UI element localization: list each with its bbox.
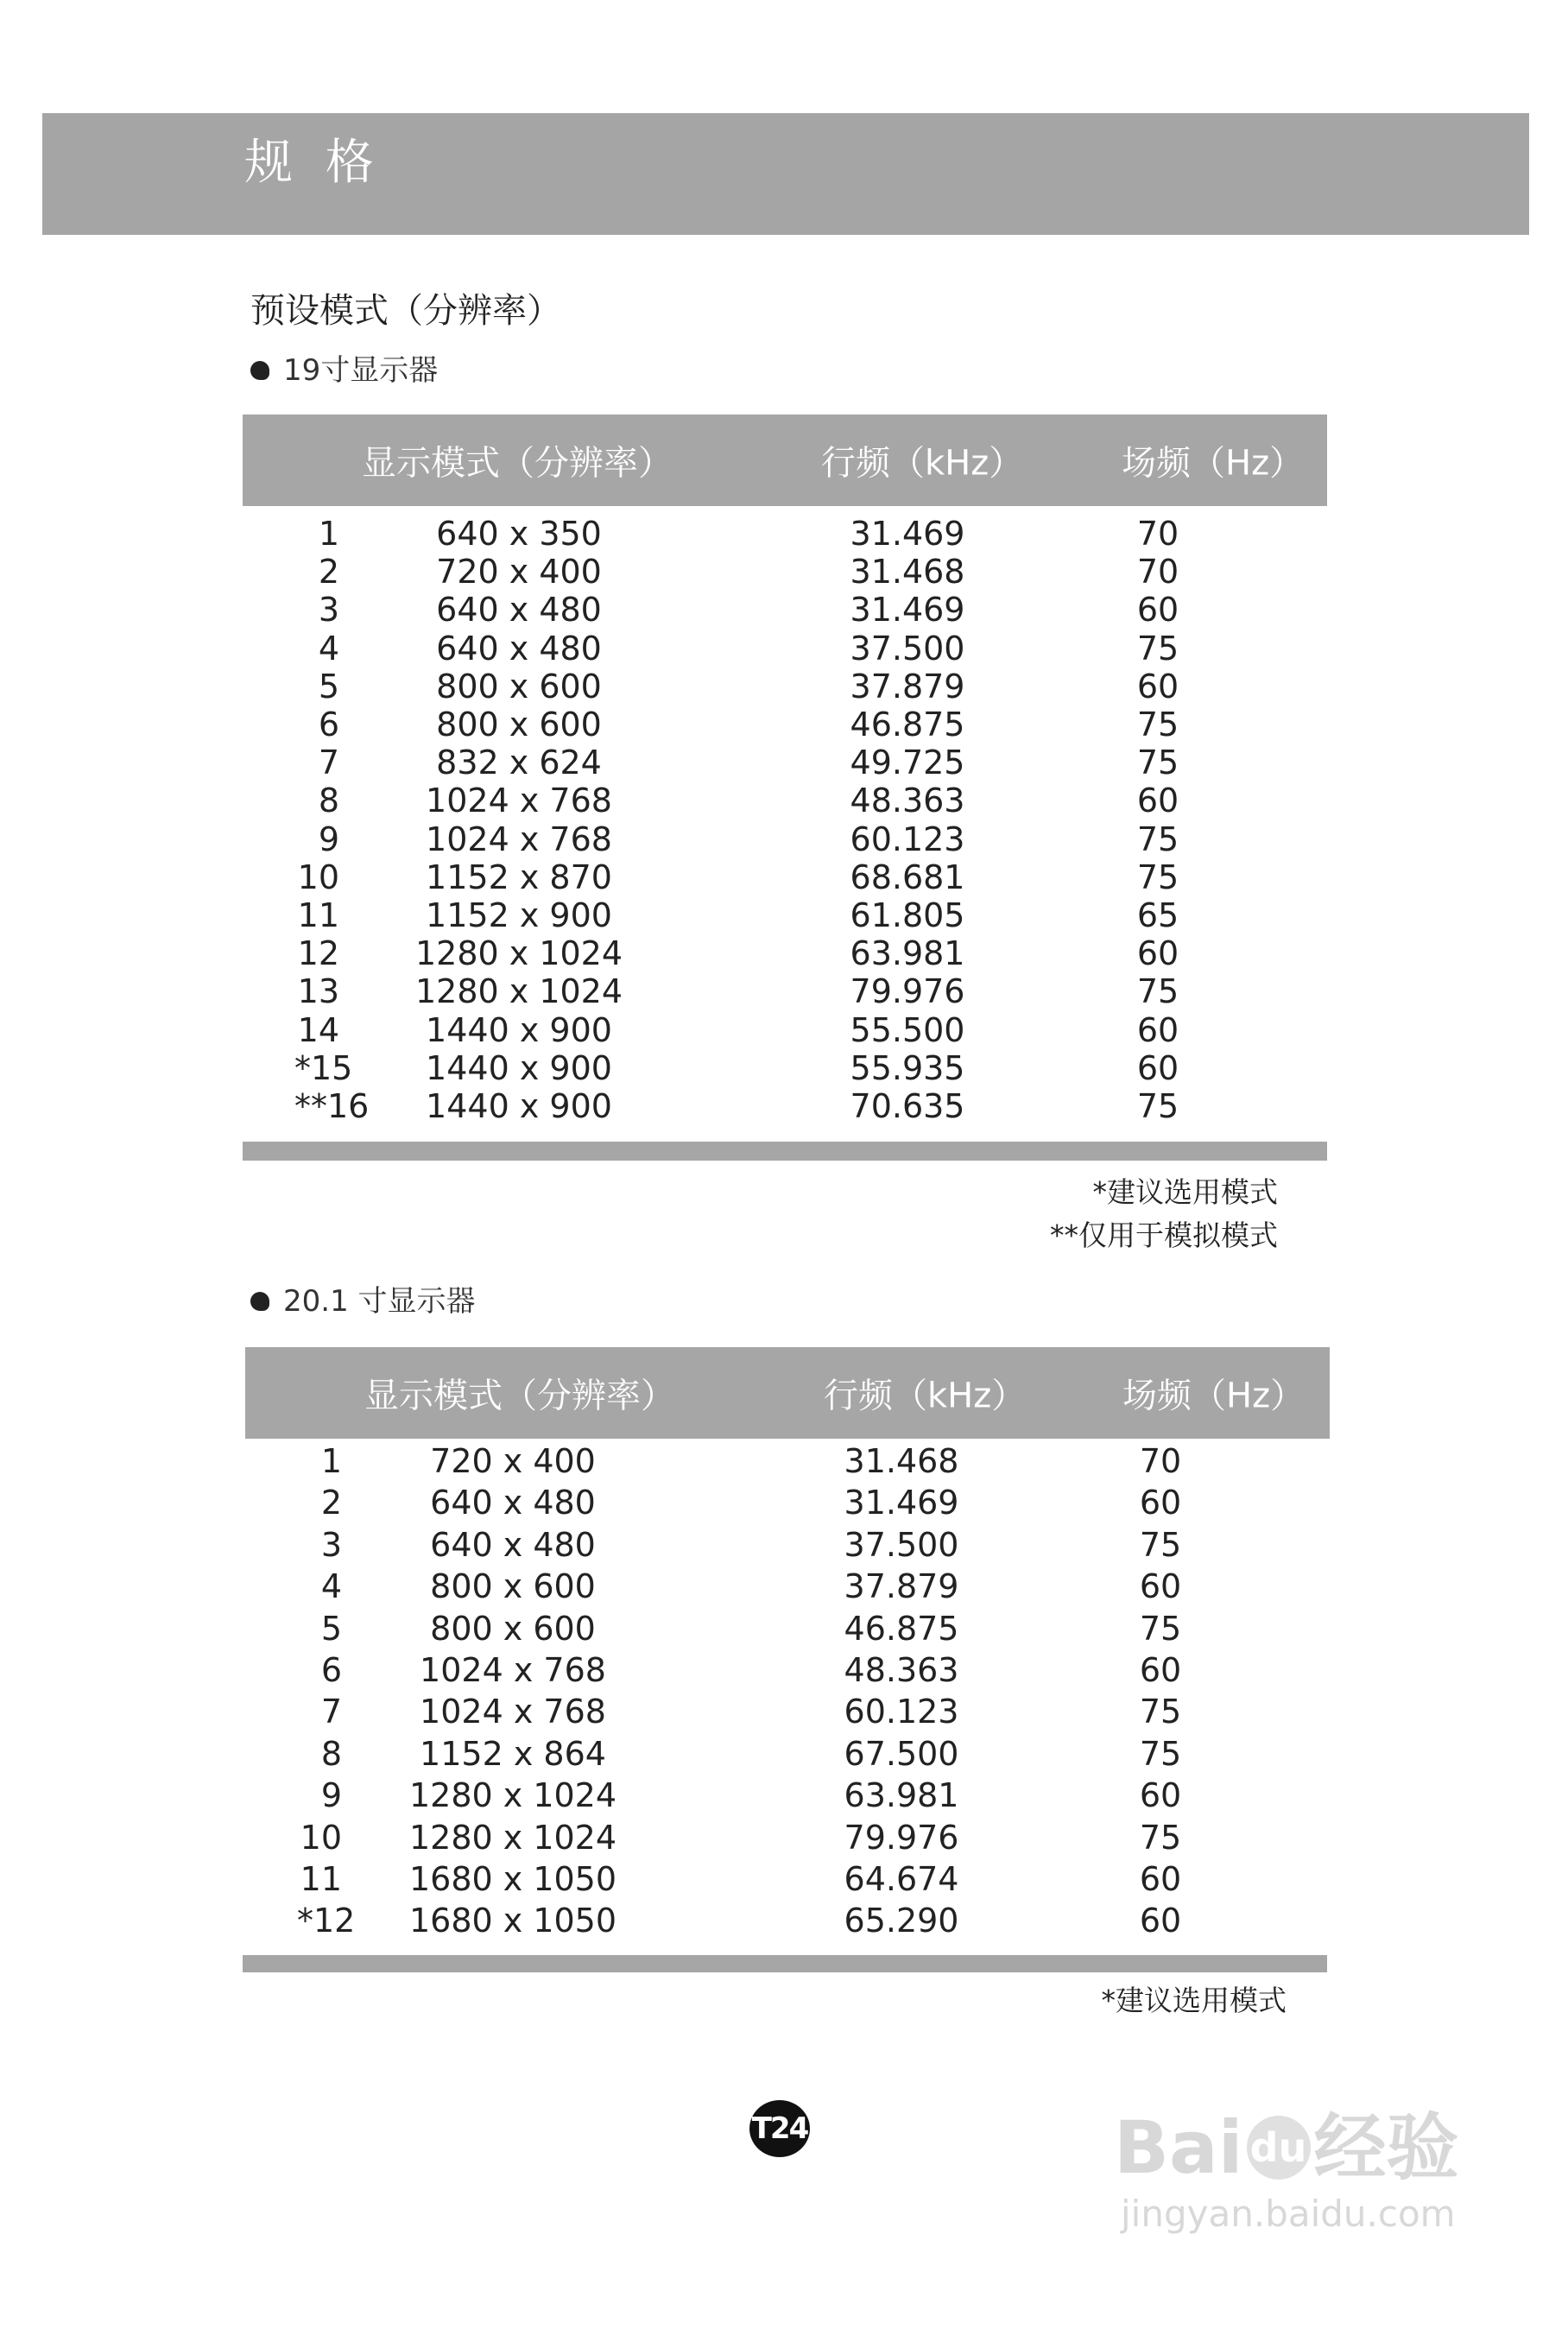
column-header-h-freq: 行频（kHz） <box>821 443 1024 484</box>
mode-number: 9 <box>318 820 339 858</box>
h-frequency: 31.469 <box>850 591 965 630</box>
h-frequency: 31.468 <box>850 553 965 592</box>
mode-number: 9 <box>320 1776 342 1815</box>
mode-number: 7 <box>318 744 339 782</box>
resolution: 640 x 480 <box>436 591 602 630</box>
v-frequency: 75 <box>1136 706 1179 744</box>
watermark <box>1114 2105 1459 2235</box>
v-frequency: 75 <box>1139 1525 1182 1564</box>
table-row <box>245 1776 1330 1818</box>
mode-number: 6 <box>320 1651 342 1689</box>
h-frequency: 64.674 <box>844 1860 959 1898</box>
resolution: 1280 x 1024 <box>414 972 623 1011</box>
table2-notes <box>950 1979 1287 2022</box>
table1-bottom-bar <box>243 1142 1327 1161</box>
table-row <box>245 1442 1330 1484</box>
table-row <box>243 1087 1327 1125</box>
mode-number: 1 <box>318 515 339 553</box>
table2-subhead-label: 20.1 寸显示器 <box>283 1284 476 1319</box>
table-row <box>243 553 1327 591</box>
table-row <box>245 1902 1330 1943</box>
mode-number: 2 <box>320 1484 342 1522</box>
resolution: 720 x 400 <box>436 553 602 592</box>
v-frequency: 75 <box>1139 1734 1182 1773</box>
mode-number: 13 <box>297 972 339 1011</box>
resolution: 1680 x 1050 <box>408 1902 617 1940</box>
table-row <box>243 515 1327 553</box>
resolution: 1024 x 768 <box>426 820 612 858</box>
h-frequency: 79.976 <box>850 972 965 1011</box>
bullet-icon <box>250 361 269 380</box>
h-frequency: 60.123 <box>850 820 965 858</box>
resolution: 1680 x 1050 <box>408 1860 617 1898</box>
v-frequency: 60 <box>1136 591 1179 630</box>
h-frequency: 48.363 <box>850 782 965 820</box>
table-row <box>243 820 1327 858</box>
h-frequency: 37.879 <box>844 1567 959 1606</box>
resolution: 800 x 600 <box>436 667 602 706</box>
table-row <box>245 1484 1330 1525</box>
v-frequency: 60 <box>1139 1776 1182 1815</box>
watermark-url: jingyan.baidu.com <box>1121 2193 1456 2235</box>
mode-number: *12 <box>297 1902 356 1940</box>
table-row <box>243 744 1327 782</box>
mode-number: *15 <box>294 1048 353 1087</box>
resolution: 1152 x 864 <box>420 1734 606 1773</box>
table-row <box>245 1735 1330 1776</box>
h-frequency: 61.805 <box>850 896 965 934</box>
header-band <box>42 113 1529 235</box>
v-frequency: 60 <box>1136 1048 1179 1087</box>
h-frequency: 46.875 <box>844 1609 959 1648</box>
mode-number: 8 <box>320 1734 342 1773</box>
h-frequency: 67.500 <box>844 1734 959 1773</box>
mode-number: 5 <box>320 1609 342 1648</box>
v-frequency: 70 <box>1139 1442 1182 1480</box>
resolution: 640 x 480 <box>430 1484 596 1522</box>
table-row <box>243 591 1327 629</box>
v-frequency: 75 <box>1136 629 1179 668</box>
h-frequency: 65.290 <box>844 1902 959 1940</box>
v-frequency: 60 <box>1139 1651 1182 1689</box>
resolution: 1440 x 900 <box>426 1087 612 1125</box>
resolution: 1280 x 1024 <box>408 1776 617 1815</box>
mode-number: 12 <box>297 934 339 973</box>
mode-number: 5 <box>318 667 339 706</box>
h-frequency: 37.500 <box>850 629 965 668</box>
h-frequency: 37.500 <box>844 1525 959 1564</box>
mode-number: 6 <box>318 706 339 744</box>
h-frequency: 68.681 <box>850 858 965 896</box>
v-frequency: 70 <box>1136 553 1179 592</box>
table1-subhead <box>250 353 439 388</box>
table1 <box>243 415 1327 1154</box>
v-frequency: 60 <box>1139 1567 1182 1606</box>
resolution: 1024 x 768 <box>426 782 612 820</box>
h-frequency: 49.725 <box>850 744 965 782</box>
v-frequency: 75 <box>1139 1693 1182 1731</box>
v-frequency: 60 <box>1136 1010 1179 1049</box>
mode-number: 11 <box>300 1860 342 1898</box>
watermark-logo <box>1114 2105 1459 2190</box>
table-row <box>243 782 1327 820</box>
mode-number: 1 <box>320 1442 342 1480</box>
v-frequency: 70 <box>1136 515 1179 553</box>
paw-icon: du <box>1247 2116 1311 2180</box>
v-frequency: 60 <box>1136 934 1179 973</box>
table-row <box>245 1610 1330 1651</box>
v-frequency: 75 <box>1136 858 1179 896</box>
resolution: 1024 x 768 <box>420 1651 606 1689</box>
mode-number: 3 <box>318 591 339 630</box>
table-row <box>243 858 1327 896</box>
resolution: 1152 x 900 <box>426 896 612 934</box>
resolution: 1440 x 900 <box>426 1010 612 1049</box>
table1-notes <box>950 1171 1278 1257</box>
v-frequency: 65 <box>1136 896 1179 934</box>
v-frequency: 60 <box>1139 1902 1182 1940</box>
resolution: 1280 x 1024 <box>408 1818 617 1857</box>
h-frequency: 48.363 <box>844 1651 959 1689</box>
table-row <box>245 1819 1330 1860</box>
h-frequency: 55.935 <box>850 1048 965 1087</box>
mode-number: 2 <box>318 553 339 592</box>
table-row <box>245 1567 1330 1609</box>
table-row <box>243 896 1327 934</box>
section-title: 预设模式（分辨率） <box>250 291 561 331</box>
mode-number: 14 <box>297 1010 339 1049</box>
table-row <box>245 1860 1330 1902</box>
table-row <box>245 1651 1330 1693</box>
mode-number: **16 <box>294 1087 370 1125</box>
resolution: 640 x 480 <box>436 629 602 668</box>
resolution: 1440 x 900 <box>426 1048 612 1087</box>
page-number-badge: T24 <box>749 2100 810 2157</box>
resolution: 1024 x 768 <box>420 1693 606 1731</box>
table2 <box>245 1347 1330 1974</box>
h-frequency: 55.500 <box>850 1010 965 1049</box>
note-recommended: *建议选用模式 <box>1092 1175 1278 1209</box>
table-row <box>243 972 1327 1010</box>
table2-header <box>245 1347 1330 1439</box>
v-frequency: 75 <box>1136 820 1179 858</box>
h-frequency: 31.468 <box>844 1442 959 1480</box>
h-frequency: 63.981 <box>850 934 965 973</box>
v-frequency: 60 <box>1136 782 1179 820</box>
column-header-h-freq: 行频（kHz） <box>824 1376 1027 1416</box>
table-row <box>243 1049 1327 1087</box>
h-frequency: 70.635 <box>850 1087 965 1125</box>
watermark-logo-left: Bai <box>1114 2105 1243 2190</box>
h-frequency: 79.976 <box>844 1818 959 1857</box>
mode-number: 10 <box>300 1818 342 1857</box>
h-frequency: 63.981 <box>844 1776 959 1815</box>
table-row <box>243 668 1327 706</box>
h-frequency: 37.879 <box>850 667 965 706</box>
column-header-mode: 显示模式（分辨率） <box>362 443 673 484</box>
mode-number: 7 <box>320 1693 342 1731</box>
table-row <box>243 934 1327 972</box>
v-frequency: 75 <box>1139 1818 1182 1857</box>
table-row <box>243 630 1327 668</box>
h-frequency: 31.469 <box>844 1484 959 1522</box>
resolution: 800 x 600 <box>436 706 602 744</box>
resolution: 800 x 600 <box>430 1609 596 1648</box>
resolution: 832 x 624 <box>436 744 602 782</box>
v-frequency: 60 <box>1139 1860 1182 1898</box>
mode-number: 10 <box>297 858 339 896</box>
table-row <box>243 1011 1327 1049</box>
table-row <box>243 706 1327 744</box>
resolution: 1152 x 870 <box>426 858 612 896</box>
mode-number: 3 <box>320 1525 342 1564</box>
watermark-logo-right: 经验 <box>1313 2105 1459 2190</box>
mode-number: 4 <box>318 629 339 668</box>
note-recommended: *建议选用模式 <box>1101 1984 1287 2017</box>
v-frequency: 60 <box>1139 1484 1182 1522</box>
table1-header <box>243 415 1327 506</box>
v-frequency: 75 <box>1136 744 1179 782</box>
column-header-v-freq: 场频（Hz） <box>1122 443 1305 484</box>
bullet-icon <box>250 1292 269 1311</box>
v-frequency: 75 <box>1139 1609 1182 1648</box>
resolution: 640 x 350 <box>436 515 602 553</box>
resolution: 1280 x 1024 <box>414 934 623 973</box>
table-row <box>245 1526 1330 1567</box>
h-frequency: 46.875 <box>850 706 965 744</box>
h-frequency: 60.123 <box>844 1693 959 1731</box>
v-frequency: 75 <box>1136 1087 1179 1125</box>
resolution: 800 x 600 <box>430 1567 596 1606</box>
table1-subhead-label: 19寸显示器 <box>283 353 439 388</box>
resolution: 640 x 480 <box>430 1525 596 1564</box>
table-row <box>245 1693 1330 1734</box>
resolution: 720 x 400 <box>430 1442 596 1480</box>
h-frequency: 31.469 <box>850 515 965 553</box>
column-header-mode: 显示模式（分辨率） <box>364 1376 675 1416</box>
page-title: 规 格 <box>244 135 383 191</box>
mode-number: 11 <box>297 896 339 934</box>
table2-bottom-bar <box>243 1955 1327 1972</box>
v-frequency: 60 <box>1136 667 1179 706</box>
v-frequency: 75 <box>1136 972 1179 1011</box>
column-header-v-freq: 场频（Hz） <box>1122 1376 1306 1416</box>
table2-subhead <box>250 1284 476 1319</box>
mode-number: 4 <box>320 1567 342 1606</box>
mode-number: 8 <box>318 782 339 820</box>
note-analog-only: **仅用于模拟模式 <box>1050 1218 1278 1252</box>
